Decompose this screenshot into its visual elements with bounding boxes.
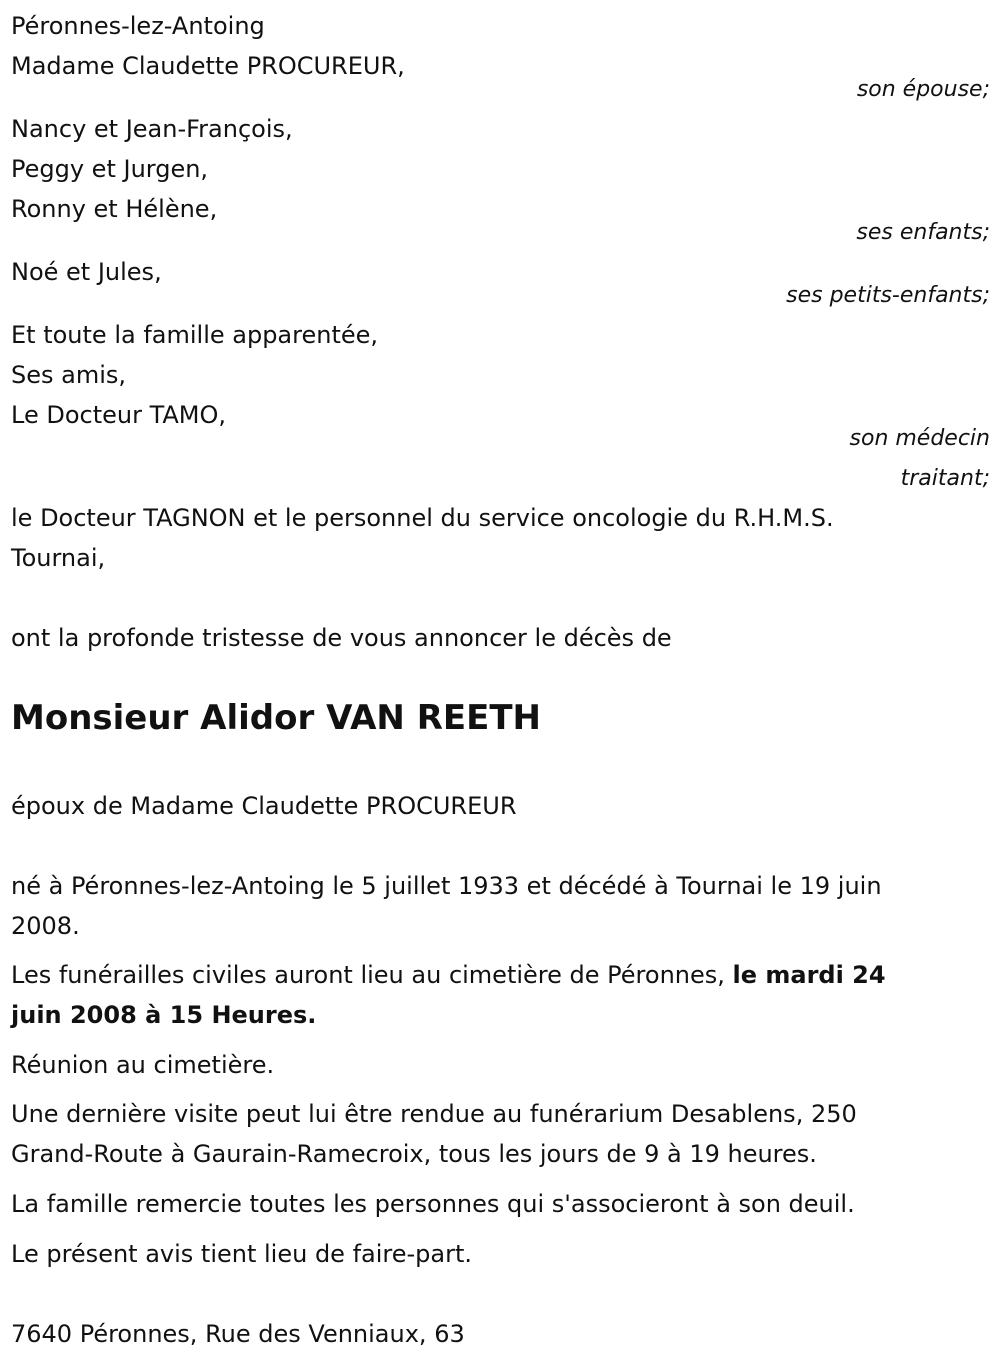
extended-family: Et toute la famille apparentée,: [11, 321, 379, 349]
birth-death-line2: 2008.: [11, 912, 80, 940]
address: 7640 Péronnes, Rue des Venniaux, 63: [11, 1320, 465, 1348]
funeral-date-part2: juin 2008 à 15 Heures.: [11, 1001, 317, 1029]
funeral-line1: [11, 960, 886, 990]
deceased-name: Monsieur Alidor VAN REETH: [11, 698, 541, 738]
announcement: ont la profonde tristesse de vous annoncer le décès de: [11, 624, 672, 652]
birth-death-line1: né à Péronnes-lez-Antoing le 5 juillet 1933 et décédé à Tournai le 19 juin: [11, 872, 882, 900]
children-role: ses enfants;: [856, 220, 990, 245]
visit-line2: Grand-Route à Gaurain-Ramecroix, tous les jours de 9 à 19 heures.: [11, 1140, 817, 1168]
friends: Ses amis,: [11, 361, 127, 389]
thanks: La famille remercie toutes les personnes qui s'associeront à son deuil.: [11, 1190, 855, 1218]
grandchildren: Noé et Jules,: [11, 258, 162, 286]
spouse-name: Madame Claudette PROCUREUR,: [11, 52, 405, 80]
child-1: Nancy et Jean-François,: [11, 115, 293, 143]
doctor-tamo: Le Docteur TAMO,: [11, 401, 227, 429]
visit-line1: Une dernière visite peut lui être rendue au funérarium Desablens, 250: [11, 1100, 857, 1128]
spouse-role: son épouse;: [856, 77, 990, 102]
grandchildren-role: ses petits-enfants;: [786, 283, 990, 308]
doctor-role-line1: son médecin: [849, 426, 990, 451]
child-3: Ronny et Hélène,: [11, 195, 218, 223]
staff-line2: Tournai,: [11, 544, 106, 572]
funeral-text: Les funérailles civiles auront lieu au cimetière de Péronnes,: [11, 961, 733, 989]
doctor-role-line2: traitant;: [900, 466, 990, 491]
child-2: Peggy et Jurgen,: [11, 155, 209, 183]
funeral-date-part1: le mardi 24: [732, 961, 886, 989]
notice: Le présent avis tient lieu de faire-part.: [11, 1240, 473, 1268]
header-location: Péronnes-lez-Antoing: [11, 12, 265, 40]
staff-line1: le Docteur TAGNON et le personnel du service oncologie du R.H.M.S.: [11, 504, 834, 532]
spouse-of: époux de Madame Claudette PROCUREUR: [11, 792, 517, 820]
funeral-line2: [11, 1000, 316, 1030]
reunion: Réunion au cimetière.: [11, 1051, 275, 1079]
